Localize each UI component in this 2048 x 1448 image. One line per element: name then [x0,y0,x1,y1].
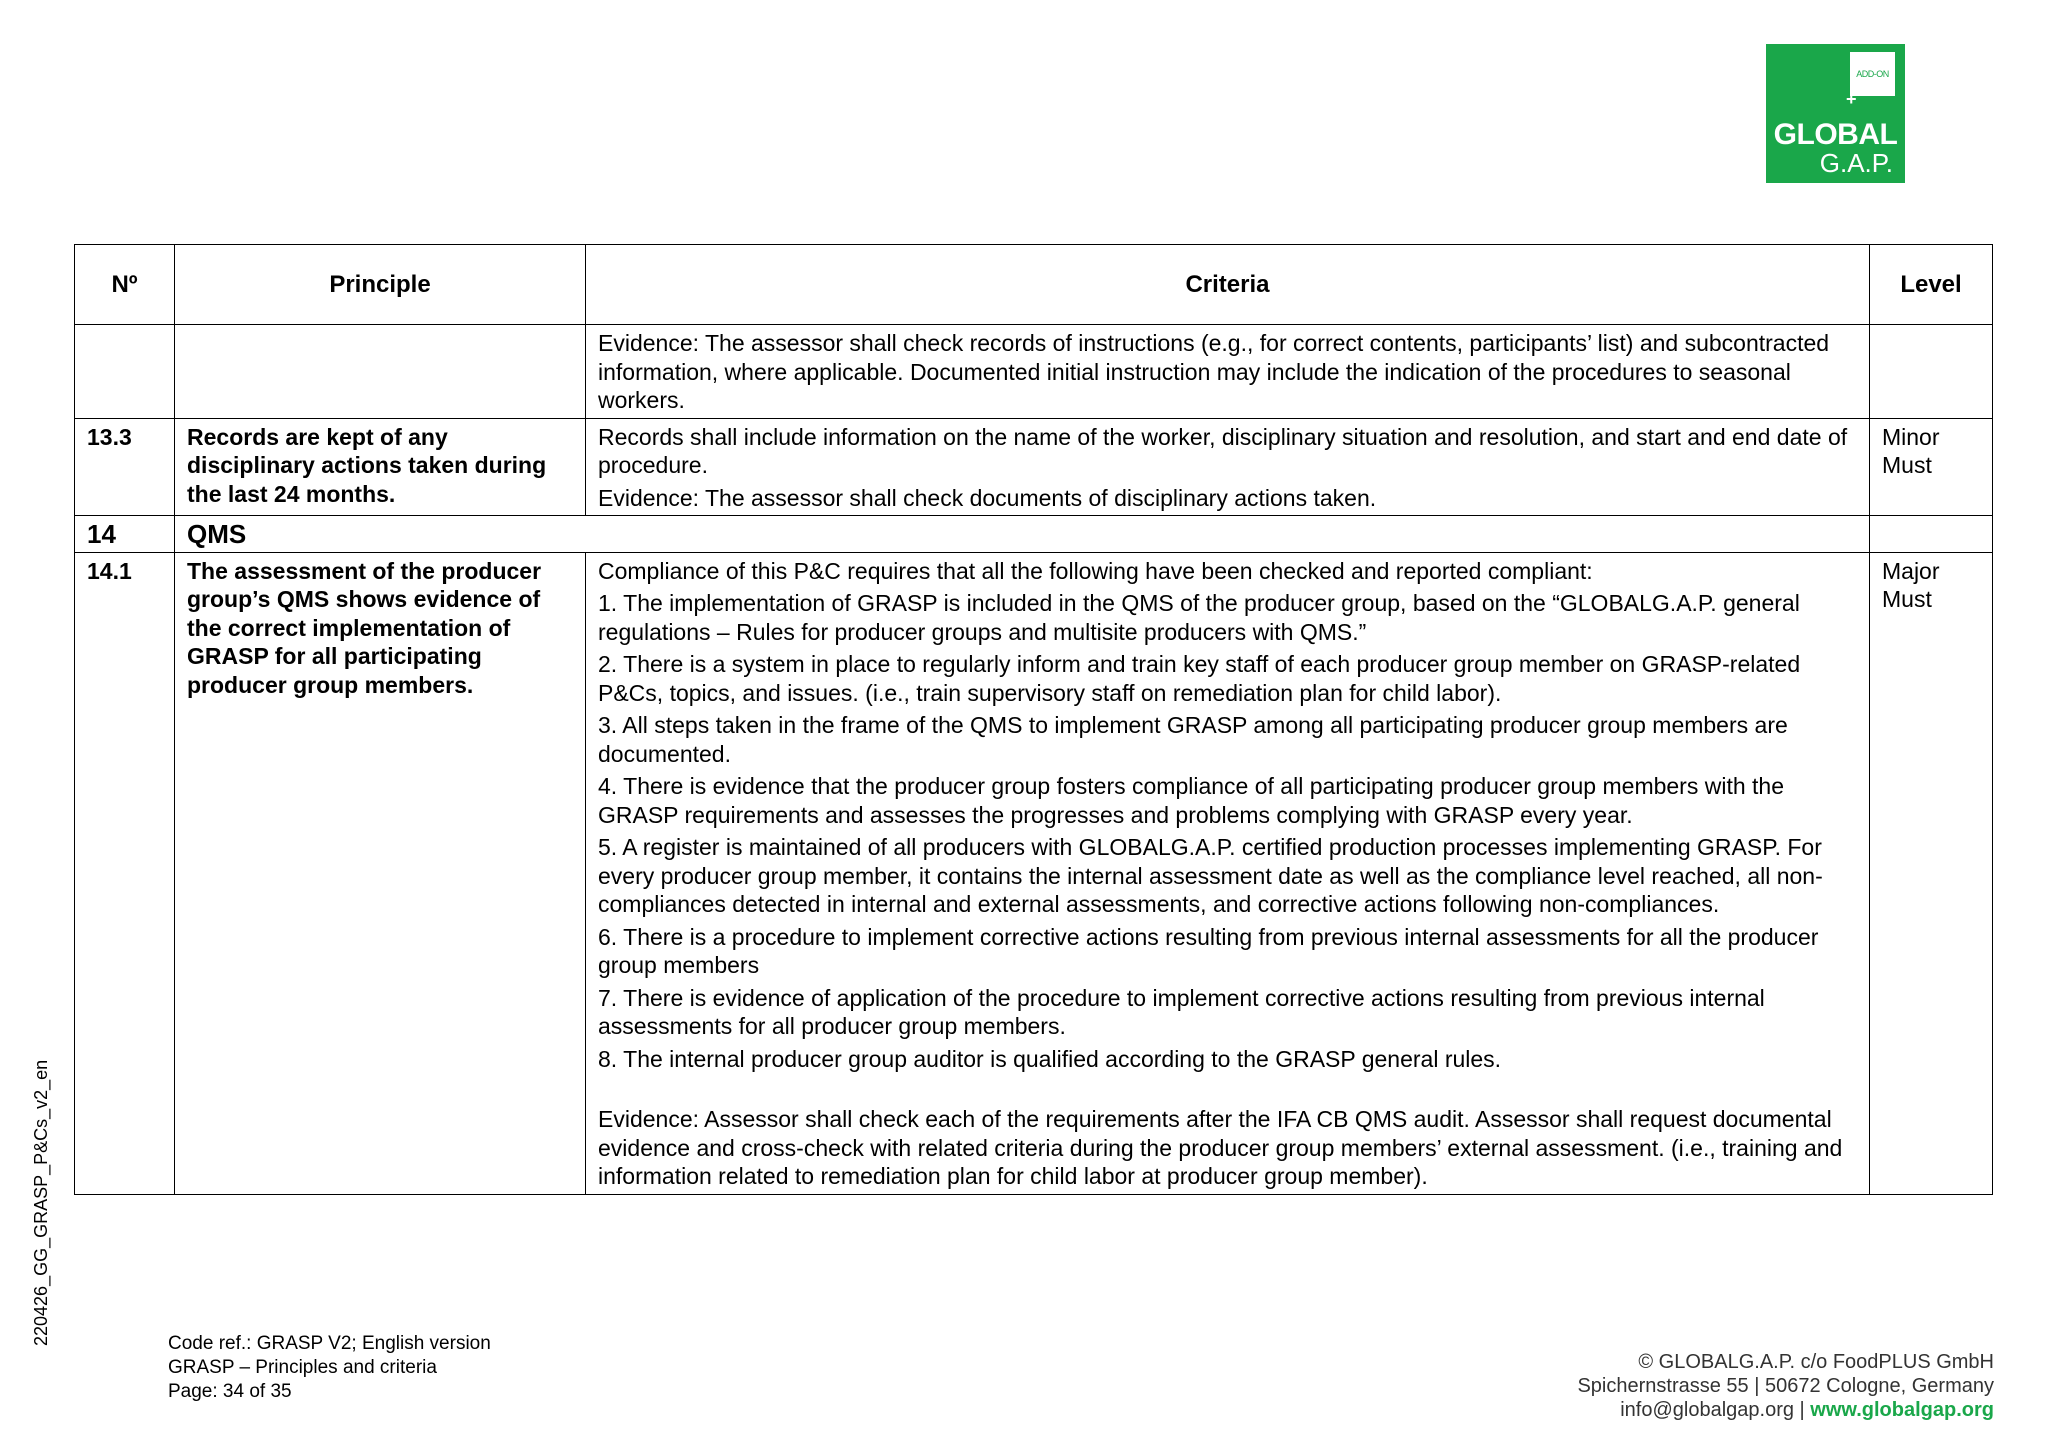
section-no: 14 [75,516,175,553]
footer-page-number: Page: 34 of 35 [168,1381,292,1402]
criteria-item: 3. All steps taken in the frame of the QMS to implement GRASP among all participating producer group members are documented. [598,712,1788,767]
addon-label: ADD-ON [1850,52,1895,96]
criteria-item: 2. There is a system in place to regularly inform and train key staff of each producer group member on GRASP-related P&Cs, topics, and issues. (i.e., train supervisory staff on remediation plan for child labor). [598,651,1801,706]
table-header-row [75,245,1993,325]
criteria-item: 6. There is a procedure to implement corrective actions resulting from previous internal assessments for all the producer group members [598,923,1819,978]
row-no: 14.1 [75,552,175,1194]
principles-criteria-table [74,244,1993,1195]
row-principle [175,325,586,419]
table-row [75,418,1993,516]
row-level: Minor Must [1870,418,1993,516]
document-code-vertical: 220426_GG_GRASP_P&Cs_v2_en [31,1059,51,1346]
row-no: 13.3 [75,418,175,516]
row-principle: The assessment of the producer group’s QMS shows evidence of the correct implementation of GRASP for all participating producer group members. [175,552,586,1194]
criteria-item: 7. There is evidence of application of the procedure to implement corrective actions resulting from previous internal assessments for all producer group members. [598,984,1765,1039]
criteria-evidence: Evidence: The assessor shall check documents of disciplinary actions taken. [598,484,1377,511]
header-principle: Principle [175,245,586,325]
section-row [75,516,1993,553]
plus-icon: + [1846,89,1857,109]
logo-gap-text: G.A.P. [1819,148,1893,178]
footer-contact [1577,1350,1994,1422]
row-level: Major Must [1870,552,1993,1194]
row-criteria [586,552,1870,1194]
footer-document-info [168,1332,491,1404]
logo-global-text: GLOBAL [1773,118,1898,151]
criteria-paragraph: Evidence: The assessor shall check records of instructions (e.g., for correct contents, participants’ list) and subcontracted information, where applicable. Documented initial instruction may include the indication of the procedures to seasonal workers. [598,330,1830,413]
footer-separator: | [1793,1399,1811,1421]
row-principle: Records are kept of any disciplinary actions taken during the last 24 months. [175,418,586,516]
footer-doc-title: GRASP – Principles and criteria [168,1357,437,1378]
section-title: QMS [175,516,1870,553]
table-row [75,325,1993,419]
section-level [1870,516,1993,553]
globalgap-addon-logo [1766,44,1905,183]
header-no: Nº [75,245,175,325]
criteria-paragraph: Compliance of this P&C requires that all the following have been checked and reported compliant: [598,557,1593,584]
criteria-item: 1. The implementation of GRASP is included in the QMS of the producer group, based on the “GLOBALG.A.P. general regulations – Rules for producer groups and multisite producers with QMS.” [598,590,1800,645]
footer-address: Spichernstrasse 55 | 50672 Cologne, Germany [1577,1375,1994,1397]
footer-contact-line [1577,1398,1994,1422]
row-no [75,325,175,419]
footer-copyright: © GLOBALG.A.P. c/o FoodPLUS GmbH [1638,1351,1994,1373]
spacer [598,1077,1857,1105]
criteria-item: 5. A register is maintained of all producers with GLOBALG.A.P. certified production processes implementing GRASP. For every producer group member, it contains the internal assessment date as well as the compliance level reached, all non-compliances detected in internal and external assessments, and corrective actions following non-compliances. [598,834,1823,917]
footer-email-link[interactable]: info@globalgap.org [1620,1399,1794,1421]
criteria-paragraph: Records shall include information on the name of the worker, disciplinary situation and resolution, and start and end date of procedure. [598,423,1848,478]
header-criteria: Criteria [586,245,1870,325]
table-row [75,552,1993,1194]
criteria-item: 4. There is evidence that the producer group fosters compliance of all participating producer group members with the GRASP requirements and assesses the progresses and problems complying with GRASP every year. [598,773,1784,828]
header-level: Level [1870,245,1993,325]
row-criteria [586,418,1870,516]
footer-code-ref: Code ref.: GRASP V2; English version [168,1333,491,1354]
row-criteria [586,325,1870,419]
footer-website-link[interactable]: www.globalgap.org [1810,1399,1994,1421]
criteria-evidence: Evidence: Assessor shall check each of the requirements after the IFA CB QMS audit. Assessor shall request documental evidence and cross-check with related criteria during the producer group members’ external assessment. (i.e., training and information related to remediation plan for child labor at producer group member). [598,1106,1843,1189]
criteria-item: 8. The internal producer group auditor is qualified according to the GRASP general rules. [598,1045,1502,1072]
row-level [1870,325,1993,419]
